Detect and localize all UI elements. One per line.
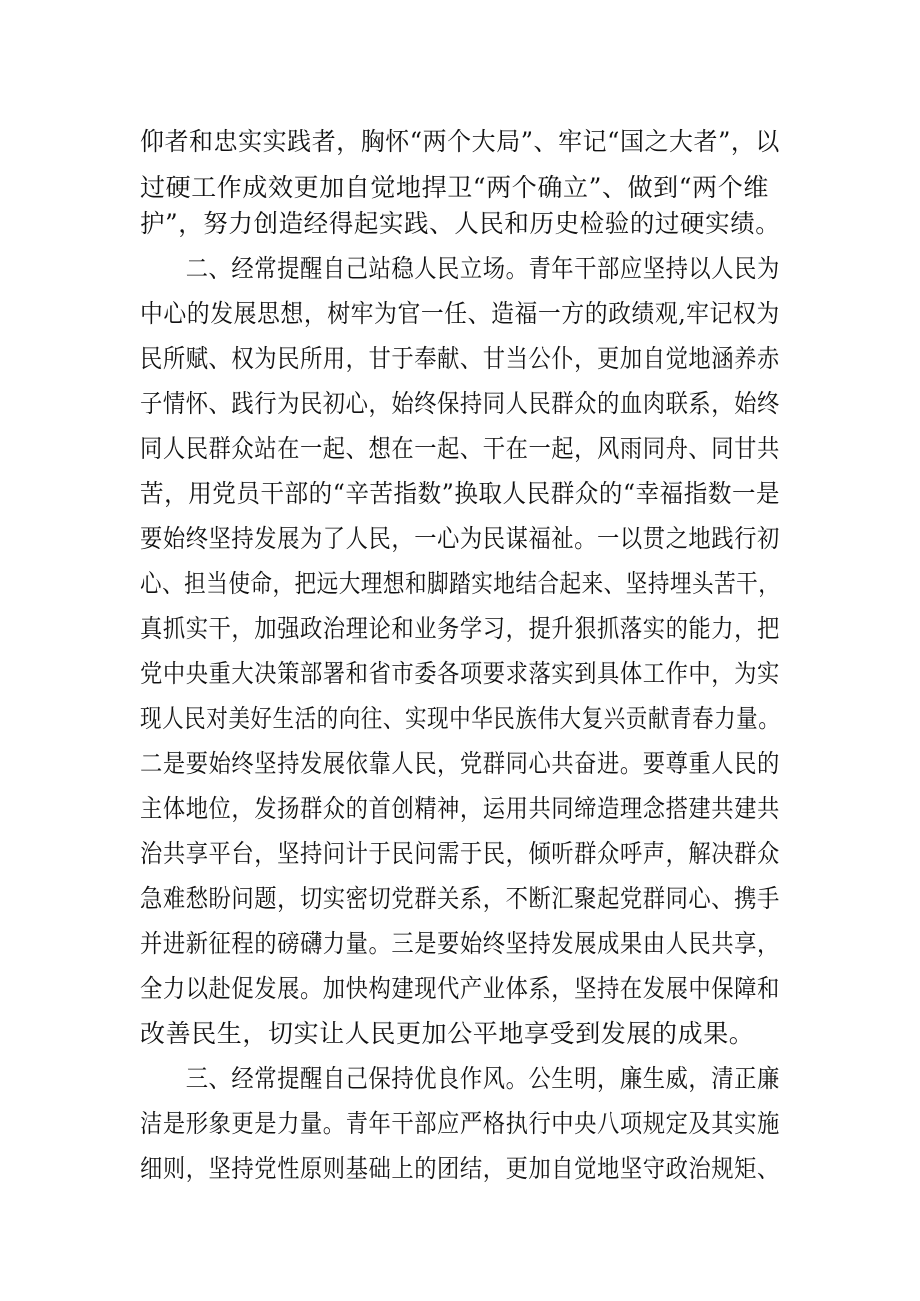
text-line: 过硬工作成效更加自觉地捍卫“两个确立”、做到“两个维: [140, 173, 769, 202]
text-line: 二、经常提醒自己站稳人民立场。青年干部应坚持以人民为: [140, 254, 780, 283]
text-line: 要始终坚持发展为了人民，一心为民谋福祉。一以贯之地践行初: [140, 524, 780, 553]
text-line: 治共享平台，坚持问计于民问需于民，倾听群众呼声，解决群众: [140, 839, 780, 868]
text-line: 并进新征程的磅礴力量。三是要始终坚持发展成果由人民共享，: [140, 929, 780, 958]
text-line: 细则，坚持党性原则基础上的团结，更加自觉地坚守政治规矩、: [140, 1154, 780, 1183]
text-line: 现人民对美好生活的向往、实现中华民族伟大复兴贡献青春力量。: [140, 704, 781, 733]
text-line: 心、担当使命，把远大理想和脚踏实地结合起来、坚持埋头苦干，: [140, 569, 781, 598]
text-line: 全力以赴促发展。加快构建现代产业体系，坚持在发展中保障和: [140, 974, 780, 1003]
text-line: 中心的发展思想，树牢为官一任、造福一方的政绩观,牢记权为: [140, 299, 780, 328]
text-line: 党中央重大决策部署和省市委各项要求落实到具体工作中，为实: [140, 659, 780, 688]
text-line: 三、经常提醒自己保持优良作风。公生明，廉生威，清正廉: [140, 1064, 780, 1093]
text-line: 护”，努力创造经得起实践、人民和历史检验的过硬实绩。: [140, 209, 781, 238]
text-line: 主体地位，发扬群众的首创精神，运用共同缔造理念搭建共建共: [140, 794, 780, 823]
text-line: 苦，用党员干部的“辛苦指数”换取人民群众的“幸福指数一是: [140, 479, 781, 508]
text-line: 民所赋、权为民所用，甘于奉献、甘当公仆，更加自觉地涵养赤: [140, 344, 780, 373]
text-line: 洁是形象更是力量。青年干部应严格执行中央八项规定及其实施: [140, 1109, 780, 1138]
text-line: 真抓实干，加强政治理论和业务学习，提升狠抓落实的能力，把: [140, 614, 780, 643]
text-line: 子情怀、践行为民初心，始终保持同人民群众的血肉联系，始终: [140, 389, 780, 418]
text-line: 改善民生，切实让人民更加公平地享受到发展的成果。: [140, 1019, 755, 1048]
text-line: 仰者和忠实实践者，胸怀“两个大局”、牢记“国之大者”，以: [140, 127, 780, 156]
text-line: 同人民群众站在一起、想在一起、干在一起，风雨同舟、同甘共: [140, 434, 780, 463]
text-line: 急难愁盼问题，切实密切党群关系，不断汇聚起党群同心、携手: [140, 884, 780, 913]
text-line: 二是要始终坚持发展依靠人民，党群同心共奋进。要尊重人民的: [140, 749, 780, 778]
